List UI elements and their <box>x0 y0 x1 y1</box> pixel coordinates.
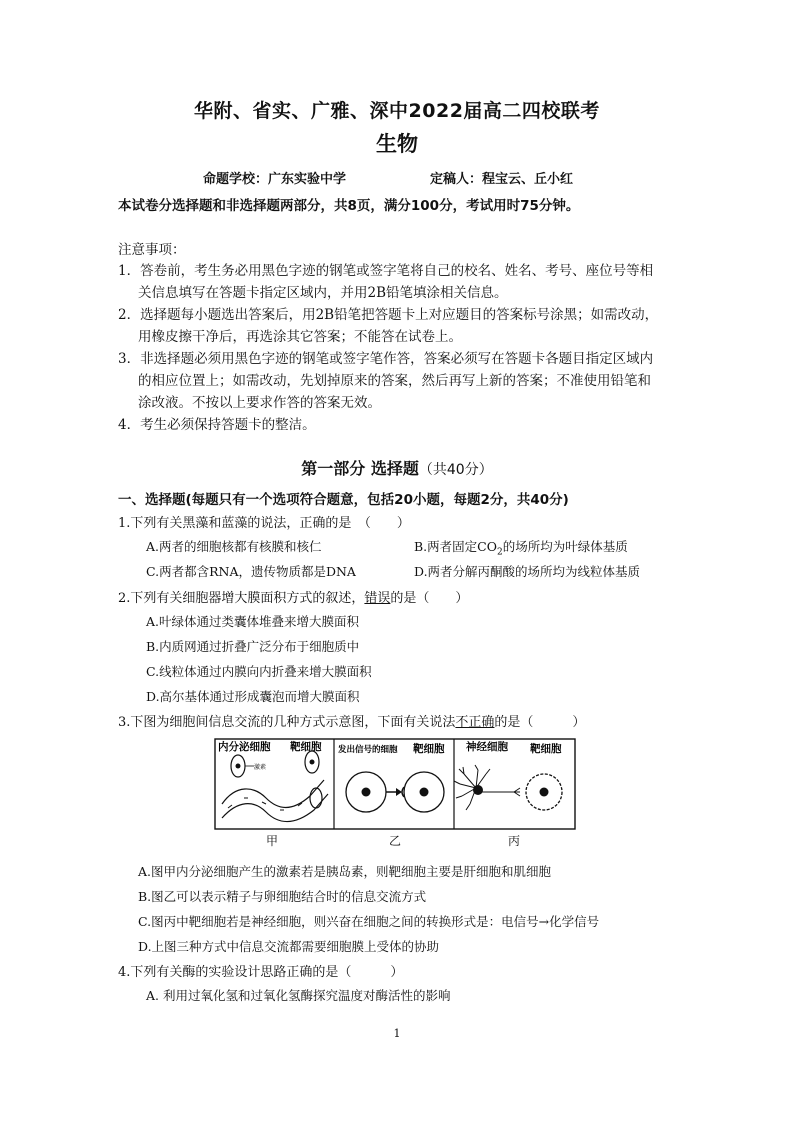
notice-item-1: 1．答卷前，考生务必用黑色字迹的钢笔或签字笔将自己的校名、姓名、考号、座位号等相 关信息填写在答题卡指定区域内，并用2B铅笔填涂相关信息。 <box>118 263 654 301</box>
exam-intro: 本试卷分选择题和非选择题两部分，共8页，满分100分，考试用时75分钟。 <box>118 198 580 214</box>
page-number: 1 <box>393 1027 401 1040</box>
q3-option-d: D.上图三种方式中信息交流都需要细胞膜上受体的协助 <box>138 939 440 954</box>
q1-option-a: A.两者的细胞核都有核膜和核仁 <box>146 539 322 554</box>
notice-item-3: 3．非选择题必须用黑色字迹的钢笔或签字笔作答，答案必须写在答题卡各题目指定区域内 的相应位置上；如需改动，先划掉原来的答案，然后再写上新的答案；不准使用铅笔和 涂改液。不按以上要求作答的答案无效。 <box>118 351 654 411</box>
panel2-label-target: 靶细胞 <box>413 743 445 755</box>
panel1-hormone-label: 激素 <box>254 764 267 771</box>
q2-stem: 2.下列有关细胞器增大膜面积方式的叙述，错误的是（ ） <box>118 591 469 606</box>
q4-stem: 4.下列有关酶的实验设计思路正确的是（ ） <box>118 965 404 980</box>
figure-caption-1: 甲 <box>266 834 279 848</box>
q1-option-b: B.两者固定$CO_2$的场所均为叶绿体基质 <box>414 539 628 558</box>
q4-option-a: A. 利用过氧化氢和过氧化氢酶探究温度对酶活性的影响 <box>146 988 451 1003</box>
panel3-label-target: 靶细胞 <box>530 743 562 755</box>
notice-item-4: 4．考生必须保持答题卡的整洁。 <box>118 417 316 433</box>
notice-heading: 注意事项： <box>118 242 186 258</box>
section-title: 第一部分 选择题（共40分） <box>301 459 493 478</box>
panel2-label-signal: 发出信号的细胞 <box>338 745 398 755</box>
setter-school: 命题学校：广东实验中学 <box>203 172 347 187</box>
q2-option-d: D.高尔基体通过形成囊泡而增大膜面积 <box>146 689 360 704</box>
q3-stem: 3.下图为细胞间信息交流的几种方式示意图，下面有关说法不正确的是（ ） <box>118 715 586 730</box>
panel1-label-target: 靶细胞 <box>290 741 322 753</box>
panel3-label-neuron: 神经细胞 <box>466 741 508 753</box>
exam-title: 华附、省实、广雅、深中2022届高二四校联考 <box>194 100 600 122</box>
q3-option-c: C.图丙中靶细胞若是神经细胞，则兴奋在细胞之间的转换形式是：电信号→化学信号 <box>138 914 600 929</box>
q1-option-d: D.两者分解丙酮酸的场所均为线粒体基质 <box>414 564 641 579</box>
q2-option-b: B.内质网通过折叠广泛分布于细胞质中 <box>146 639 360 654</box>
q2-option-c: C.线粒体通过内膜向内折叠来增大膜面积 <box>146 664 372 679</box>
figure-caption-3: 丙 <box>508 834 521 848</box>
exam-subject: 生物 <box>376 132 418 156</box>
q1-option-c: C.两者都含RNA，遗传物质都是DNA <box>146 564 356 579</box>
panel1-label-endocrine: 内分泌细胞 <box>218 741 271 753</box>
figure-caption-2: 乙 <box>389 834 402 848</box>
finalizers: 定稿人：程宝云、丘小红 <box>430 172 574 187</box>
notice-item-2: 2．选择题每小题选出答案后，用2B铅笔把答题卡上对应题目的答案标号涂黑；如需改动， 用橡皮擦干净后，再选涂其它答案；不能答在试卷上。 <box>118 307 659 345</box>
cell-signaling-figure <box>214 738 576 830</box>
part-heading: 一、选择题(每题只有一个选项符合题意，包括20小题，每题2分，共40分) <box>118 492 569 508</box>
q3-option-b: B.图乙可以表示精子与卵细胞结合时的信息交流方式 <box>138 889 427 904</box>
q1-stem: 1.下列有关黑藻和蓝藻的说法，正确的是 （ ） <box>118 516 410 531</box>
q2-option-a: A.叶绿体通过类囊体堆叠来增大膜面积 <box>146 614 360 629</box>
q3-option-a: A.图甲内分泌细胞产生的激素若是胰岛素，则靶细胞主要是肝细胞和肌细胞 <box>138 864 552 879</box>
